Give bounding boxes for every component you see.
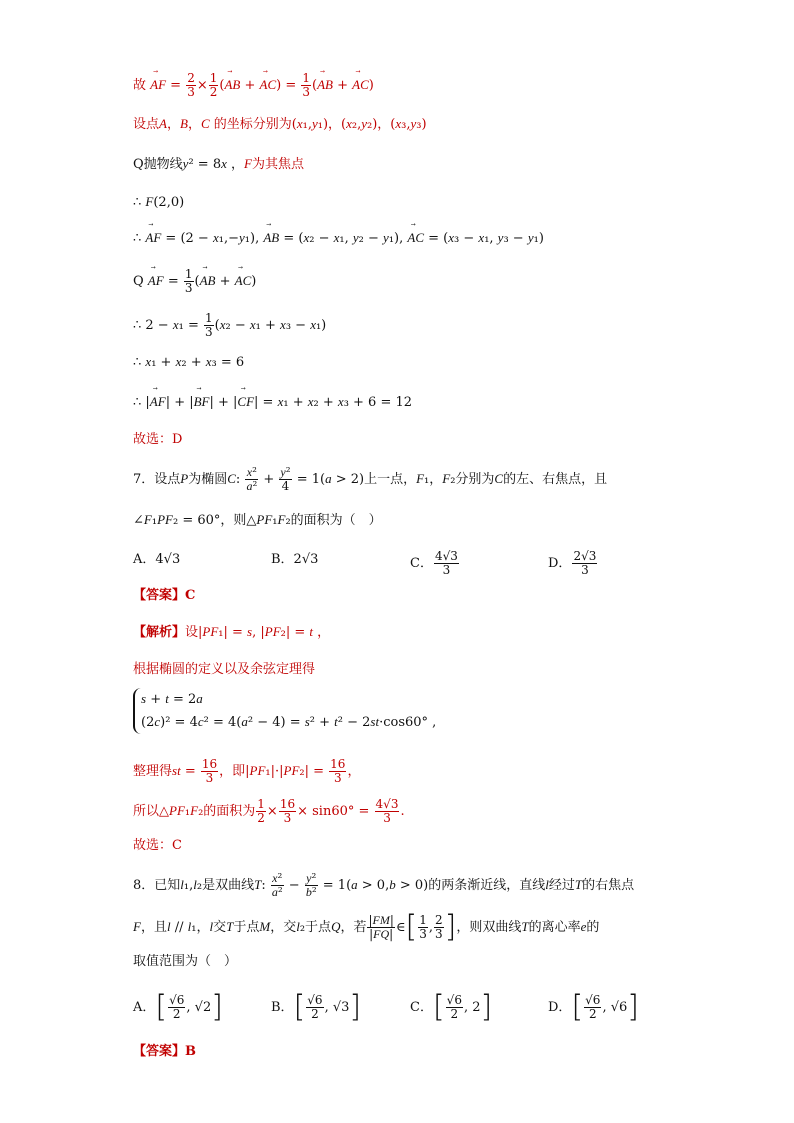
solution-line-1 <box>133 72 374 99</box>
q8-stem-line-1: 8．已知l₁,l₂是双曲线T: $\frac{\text{x²}}{\text{a²}}$ − $\frac{\text{y²}}{\text{b²}}$ = 1(a > 0,b > 0)的两条渐近线，直线l经过T的右焦点 <box>133 871 635 899</box>
solution-line-3: Q抛物线y² = 8x ，F为其焦点 <box>133 156 304 172</box>
q8-stem-line-2: F，且l // l₁，l交T于点M，交l₂于点Q，若 $\frac{|FM|}{|FQ|}$ ∈[ $\frac{1}{3}$ , $\frac{2}{3}$ ]，则双曲线T的离心率e的 <box>133 909 600 945</box>
q7-option-d: D． $\frac{2√3}{3}$ <box>548 549 597 577</box>
q7-equation-system <box>133 688 436 734</box>
q8-option-d: D．[ $\frac{√6}{2}$ , √6] <box>548 989 639 1025</box>
equation-brace: s + t = 2a (2c)² = 4c² = 4(a² − 4) = s² + t² − 2st·cos60° , <box>133 688 436 734</box>
q8-stem-line-3: 取值范围为（ ） <box>133 954 238 969</box>
solution-line-2: 设点A，B，C 的坐标分别为(x₁,y₁)，(x₂,y₂)，(x₃,y₃) <box>133 116 427 132</box>
q7-option-c: C． $\frac{4√3}{3}$ <box>410 549 458 577</box>
solution-line-7: ∴ 2 − x₁ = $\frac{1}{3}$ (x₂ − x₁ + x₃ − x₁) <box>133 311 327 339</box>
solution-line-4: ∴ F(2,0) <box>133 194 185 210</box>
solution-line-8: ∴ x₁ + x₂ + x₃ = 6 <box>133 354 245 370</box>
q8-option-a: A．[ $\frac{√6}{2}$ , √2] <box>133 989 223 1025</box>
q7-answer: 【答案】C <box>133 588 196 603</box>
q7-definition-line: 根据椭圆的定义以及余弦定理得 <box>133 662 316 677</box>
analysis-label: 【解析】 <box>133 625 186 640</box>
q7-stem-line-2: ∠F₁PF₂ = 60°，则△PF₁F₂的面积为（ ） <box>133 512 382 528</box>
line-1-text: 故 ⃗ AF = $\frac{2}{3}$ × $\frac{1}{2}$ (⃗ AB + ⃗ AC) = $\frac{1}{3}$ (⃗ AB + ⃗ AC) <box>133 78 374 93</box>
q7-option-a: A．4√3 <box>133 552 181 567</box>
solution-line-9: ∴ |⃗ AF| + |⃗ BF| + |⃗ CF| = x₁ + x₂ + x₃ + 6 = 12 <box>133 392 412 413</box>
q8-option-c: C．[ $\frac{√6}{2}$ , 2] <box>410 989 493 1025</box>
solution-choice-d: 故选：D <box>133 432 183 447</box>
q8-answer: 【答案】B <box>133 1044 196 1059</box>
q7-stem-line-1: 7．设点P为椭圆C: $\frac{\text{x²}}{\text{a²}}$ + $\frac{\text{y²}}{4}$ = 1(a > 2)上一点，F₁，F₂分别为C的左、右焦点，且 <box>133 465 608 493</box>
q7-area-line: 所以△PF₁F₂的面积为 $\frac{1}{2}$ × $\frac{16}{3}$ × sin60° = $\frac{4√3}{3}$ . <box>133 797 405 825</box>
q7-option-b: B．2√3 <box>271 552 319 567</box>
solution-line-5: ∴ ⃗ AF = (2 − x₁,−y₁), ⃗ AB = (x₂ − x₁, y₂ − y₁), ⃗ AC = (x₃ − x₁, y₃ − y₁) <box>133 228 544 249</box>
q7-analysis: 【解析】设|PF₁| = s, |PF₂| = t ， <box>133 624 331 640</box>
solution-line-6: Q ⃗ AF = $\frac{1}{3}$ (⃗ AB + ⃗ AC) <box>133 268 256 295</box>
q8-option-b: B．[ $\frac{√6}{2}$ , √3] <box>271 989 362 1025</box>
q7-choice: 故选：C <box>133 838 182 853</box>
q7-simplify-line: 整理得st = $\frac{16}{3}$ ，即|PF₁|·|PF₂| = $\frac{16}{3}$ ， <box>133 757 361 785</box>
